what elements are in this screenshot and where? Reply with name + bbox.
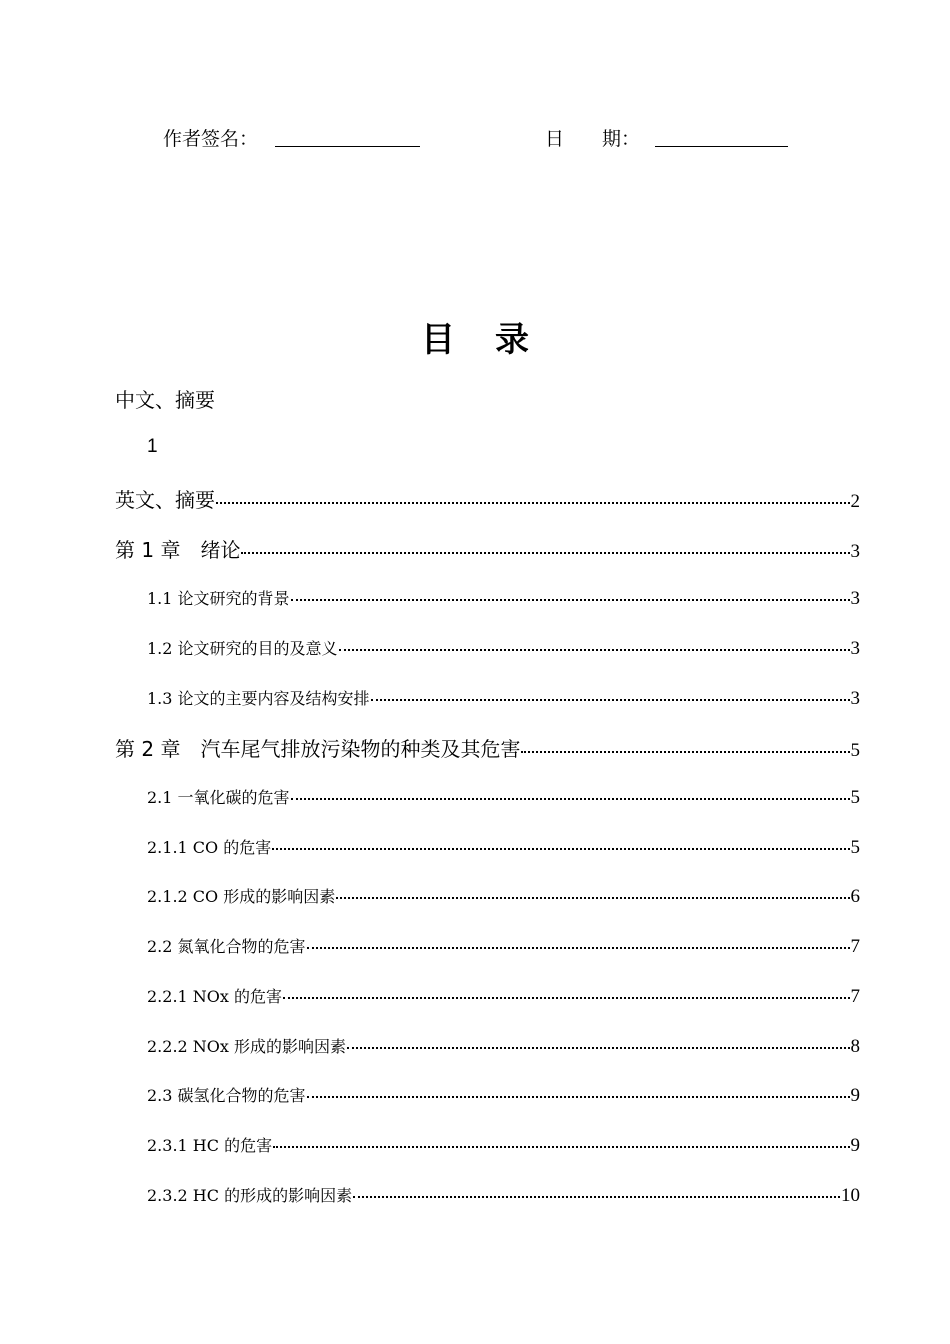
date-label: 日 期： (545, 128, 641, 150)
toc-entry-page: 5 (850, 837, 860, 858)
toc-leader-dots (336, 883, 849, 899)
toc-entry-page: 10 (841, 1185, 860, 1206)
toc-entry-page: 3 (850, 541, 860, 562)
toc-entry (115, 934, 860, 958)
toc-entry-label: 2.1.2 CO 形成的影响因素 (147, 887, 336, 906)
toc-entry-label: 2.2.2 NOx 形成的影响因素 (147, 1037, 347, 1056)
author-signature-line (275, 146, 420, 147)
toc-entry (115, 1133, 860, 1157)
toc-leader-dots (353, 1182, 840, 1198)
toc-entry (115, 586, 860, 610)
toc-entry-page: 3 (850, 688, 860, 709)
toc-leader-dots (283, 983, 849, 999)
toc-leader-dots (371, 685, 850, 701)
toc-entry-page: 8 (850, 1036, 860, 1057)
toc-leader-dots (339, 635, 850, 651)
toc-entry (115, 686, 860, 710)
toc-leader-dots (347, 1033, 849, 1049)
toc-entry-label: 2.3.2 HC 的形成的影响因素 (147, 1186, 353, 1205)
toc-entry-label: 2.3.1 HC 的危害 (147, 1136, 273, 1155)
toc-entry-label: 英文、摘要 (115, 488, 215, 512)
toc-entry (115, 1034, 860, 1058)
toc-entry (115, 785, 860, 809)
toc-entry-chinese-abstract: 中文、摘要 (115, 388, 215, 412)
toc-leader-dots (307, 933, 850, 949)
author-signature-label: 作者签名： (163, 128, 259, 150)
toc-entry-page: 9 (850, 1085, 860, 1106)
toc-entry (115, 484, 860, 513)
toc-entry-label: 第 1 章 绪论 (115, 538, 241, 562)
toc-entry-label: 1.2 论文研究的目的及意义 (147, 639, 338, 658)
toc-entry-label: 2.2.1 NOx 的危害 (147, 987, 283, 1006)
toc-entry-page: 3 (850, 588, 860, 609)
toc-leader-dots (521, 733, 849, 753)
toc-leader-dots (216, 484, 850, 504)
toc-entry (115, 1083, 860, 1107)
toc-entry-chinese-abstract-page: 1 (147, 436, 158, 457)
toc-entry-label: 2.1 一氧化碳的危害 (147, 788, 290, 807)
toc-entry-page: 7 (850, 986, 860, 1007)
toc-leader-dots (291, 585, 850, 601)
toc-entry-page: 2 (850, 491, 860, 512)
toc-leader-dots (307, 1082, 850, 1098)
toc-entry (115, 534, 860, 563)
toc-entry (115, 984, 860, 1008)
toc-leader-dots (272, 834, 849, 850)
toc-entry (115, 835, 860, 859)
toc-entry (115, 733, 860, 762)
toc-entry-page: 6 (850, 886, 860, 907)
toc-entry-label: 1.1 论文研究的背景 (147, 589, 290, 608)
toc-entry (115, 884, 860, 908)
toc-entry-label: 第 2 章 汽车尾气排放污染物的种类及其危害 (115, 737, 521, 761)
date-line (655, 146, 788, 147)
toc-entry (115, 1183, 860, 1207)
toc-leader-dots (291, 784, 850, 800)
toc-entry-label: 2.1.1 CO 的危害 (147, 838, 272, 857)
toc-entry-page: 9 (850, 1135, 860, 1156)
signature-row (0, 120, 950, 152)
toc-entry-page: 5 (850, 740, 860, 761)
toc-entry-label: 2.3 碳氢化合物的危害 (147, 1086, 306, 1105)
toc-title: 目录 (421, 320, 569, 360)
toc-entry-page: 5 (850, 787, 860, 808)
toc-entry-page: 7 (850, 936, 860, 957)
toc-entry-label: 1.3 论文的主要内容及结构安排 (147, 689, 370, 708)
toc-entry-label: 2.2 氮氧化合物的危害 (147, 937, 306, 956)
toc-leader-dots (241, 534, 849, 554)
toc-leader-dots (273, 1132, 849, 1148)
toc-entry-page: 3 (850, 638, 860, 659)
toc-entry (115, 636, 860, 660)
